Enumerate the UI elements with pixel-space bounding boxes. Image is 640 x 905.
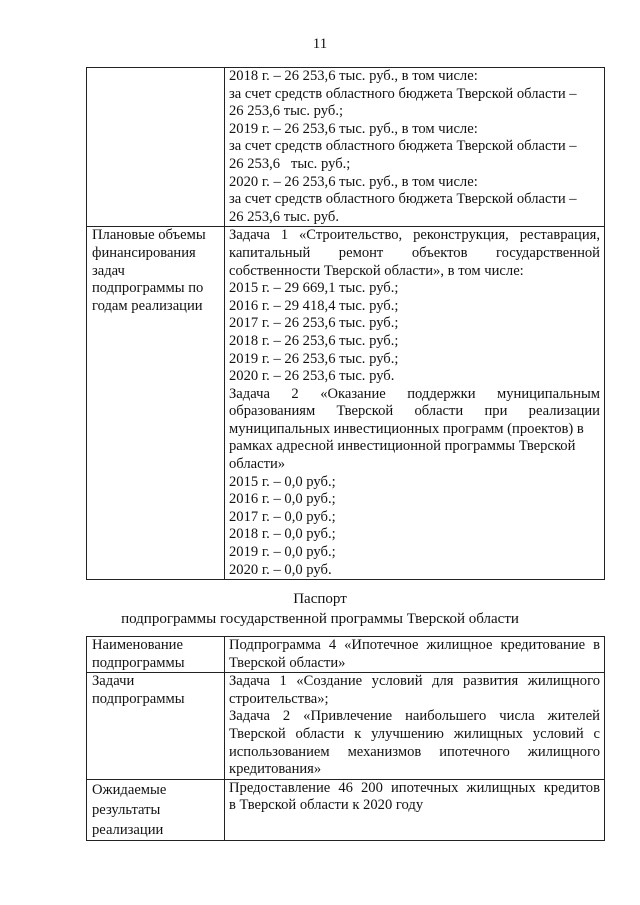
text-line: 2018 г. – 26 253,6 тыс. руб.; — [229, 332, 399, 349]
label-line: Плановые объемы — [92, 227, 206, 244]
label-line: годам реализации — [92, 297, 203, 314]
text-line: собственности Тверской области», в том числе: — [229, 262, 524, 279]
text-line: 2015 г. – 29 669,1 тыс. руб.; — [229, 280, 399, 297]
table-row — [87, 637, 605, 673]
label-line: Задачи — [92, 673, 135, 690]
row-label-cell — [87, 68, 225, 227]
text-line: Задача 2 «Оказание поддержки муниципальным — [229, 385, 600, 402]
text-line: 2020 г. – 26 253,6 тыс. руб., в том числе: — [229, 173, 478, 190]
label-line: подпрограммы — [92, 654, 185, 671]
text-line: 2019 г. – 0,0 руб.; — [229, 544, 336, 561]
text-line: капитальный ремонт объектов государственной — [229, 244, 600, 261]
text-line: образованиям Тверской области при реализации — [229, 403, 600, 420]
row-label-cell — [87, 779, 225, 840]
text-line: 26 253,6 тыс. руб. — [229, 208, 339, 225]
text-line: Подпрограмма 4 «Ипотечное жилищное кредитование в — [229, 637, 600, 653]
text-line: 26 253,6 тыс. руб.; — [229, 103, 344, 120]
label-line: подпрограммы — [92, 690, 185, 707]
text-line: 26 253,6 тыс. руб.; — [229, 155, 351, 172]
row-content-cell — [225, 779, 605, 840]
label-line: Наименование — [92, 637, 183, 653]
label-line: результаты — [92, 801, 161, 818]
table-row — [87, 68, 605, 227]
financing-table — [86, 67, 605, 580]
page-number: 11 — [312, 36, 328, 52]
text-line: Задача 1 «Создание условий для развития жилищного — [229, 673, 600, 690]
label-line: задач — [92, 262, 125, 279]
row-content-cell — [225, 637, 605, 673]
text-line: строительства»; — [229, 690, 329, 707]
text-line: 2019 г. – 26 253,6 тыс. руб., в том числе: — [229, 120, 478, 137]
text-line: кредитования» — [229, 761, 322, 778]
text-line: Тверской области к улучшению жилищных условий с — [229, 725, 600, 742]
text-line: Задача 2 «Привлечение наибольшего числа жителей — [229, 708, 600, 725]
text-line: использованием механизмов ипотечного жилищного — [229, 743, 600, 760]
text-line: за счет средств областного бюджета Тверской области – — [229, 191, 577, 208]
text-line: области» — [229, 456, 286, 473]
label-line: реализации — [92, 821, 164, 838]
text-line: за счет средств областного бюджета Тверской области – — [229, 138, 577, 155]
text-line: 2016 г. – 0,0 руб.; — [229, 491, 336, 508]
table-row — [87, 227, 605, 580]
text-line: 2019 г. – 26 253,6 тыс. руб.; — [229, 350, 399, 367]
row-content-cell — [225, 68, 605, 227]
text-line: 2015 г. – 0,0 руб.; — [229, 473, 336, 490]
text-line: в Тверской области к 2020 году — [229, 797, 424, 814]
text-line: 2020 г. – 26 253,6 тыс. руб. — [229, 368, 395, 385]
text-line: Предоставление 46 200 ипотечных жилищных кредитов — [229, 779, 600, 796]
row-label-cell — [87, 673, 225, 780]
text-line: Тверской области» — [229, 654, 346, 671]
table-row — [87, 779, 605, 840]
text-line: Задача 1 «Строительство, реконструкция, реставрация, — [229, 227, 600, 244]
text-line: 2017 г. – 0,0 руб.; — [229, 508, 336, 525]
row-label-cell — [87, 227, 225, 580]
text-line: рамках адресной инвестиционной программы Тверской — [229, 438, 576, 455]
passport-title: Паспорт — [293, 591, 347, 607]
label-line: Ожидаемые — [92, 781, 167, 798]
table-row — [87, 673, 605, 780]
text-line: 2017 г. – 26 253,6 тыс. руб.; — [229, 315, 399, 332]
label-line: финансирования — [92, 244, 196, 261]
row-content-cell — [225, 673, 605, 780]
passport-subtitle: подпрограммы государственной программы Тверской области — [121, 611, 519, 627]
row-label-cell — [87, 637, 225, 673]
passport-table — [86, 636, 605, 841]
text-line: 2018 г. – 0,0 руб.; — [229, 526, 336, 543]
text-line: 2016 г. – 29 418,4 тыс. руб.; — [229, 297, 399, 314]
label-line: подпрограммы по — [92, 280, 204, 297]
text-line: муниципальных инвестиционных программ (проектов) в — [229, 420, 584, 437]
text-line: за счет средств областного бюджета Тверской области – — [229, 85, 577, 102]
text-line: 2020 г. – 0,0 руб. — [229, 561, 332, 578]
passport-heading — [0, 589, 640, 629]
text-line: 2018 г. – 26 253,6 тыс. руб., в том числе: — [229, 68, 478, 84]
row-content-cell — [225, 227, 605, 580]
